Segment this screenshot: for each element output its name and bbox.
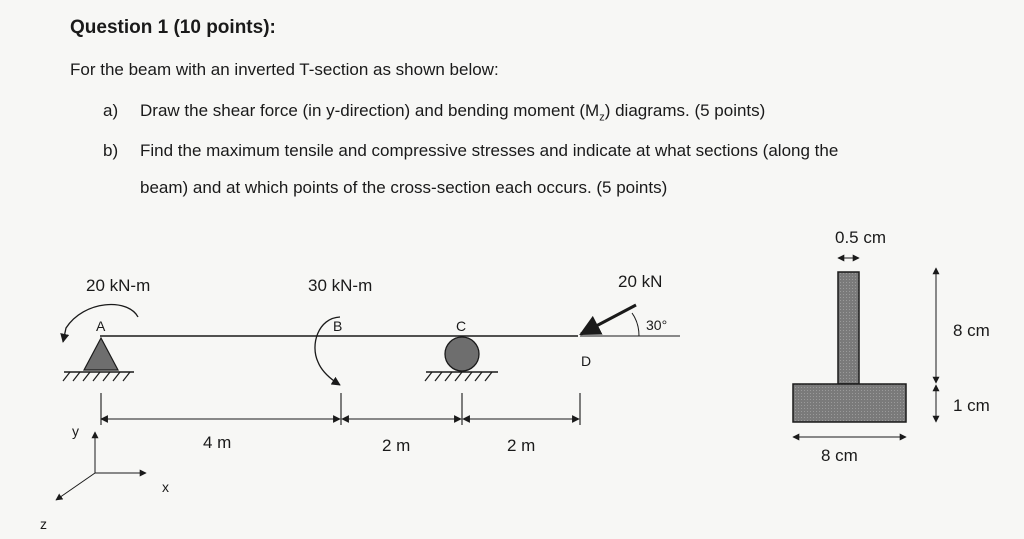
part-a-text: Draw the shear force (in y-direction) and bending moment $(M_z)$ diagrams. (5 points): [140, 101, 766, 124]
part-a-label: a): [103, 101, 119, 120]
ground-hatch-c: [425, 372, 492, 381]
moment-b-label: 30 kN-m: [308, 276, 373, 295]
angle-arc: [632, 313, 639, 336]
angle-label: 30°: [646, 317, 668, 333]
part-b-text-line2: beam) and at which points of the cross-section each occurs. (5 points): [140, 178, 668, 197]
axis-z: [56, 473, 95, 500]
force-d-arrow: [581, 305, 636, 334]
point-d-label: D: [581, 353, 592, 369]
point-a-label: A: [96, 318, 106, 334]
moment-a-label: 20 kN-m: [86, 276, 151, 295]
span-ab-label: 4 m: [203, 433, 232, 452]
axis-y-label: y: [72, 423, 79, 439]
force-d-label: 20 kN: [618, 272, 663, 291]
point-c-label: C: [456, 318, 467, 334]
flange-height-label: 1 cm: [953, 396, 990, 415]
part-b-label: b): [103, 141, 119, 160]
part-b-text-line1: Find the maximum tensile and compressive stresses and indicate at what sections (along the: [140, 141, 839, 160]
question-intro: For the beam with an inverted T-section as shown below:: [70, 60, 499, 79]
ground-hatch-a: [63, 372, 130, 381]
axis-x-label: x: [162, 479, 169, 495]
section-web: [838, 272, 859, 384]
pin-support-a: [84, 338, 118, 370]
question-title: Question 1 (10 points):: [70, 17, 276, 38]
point-b-label: B: [333, 318, 343, 334]
dimension-ticks: [101, 393, 580, 425]
section-flange: [793, 384, 906, 422]
web-width-label: 0.5 cm: [835, 228, 887, 247]
roller-support-c: [445, 337, 479, 371]
span-cd-label: 2 m: [507, 436, 536, 455]
span-bc-label: 2 m: [382, 436, 411, 455]
flange-width-label: 8 cm: [821, 446, 858, 465]
axis-z-label: z: [40, 516, 47, 532]
web-height-label: 8 cm: [953, 321, 990, 340]
